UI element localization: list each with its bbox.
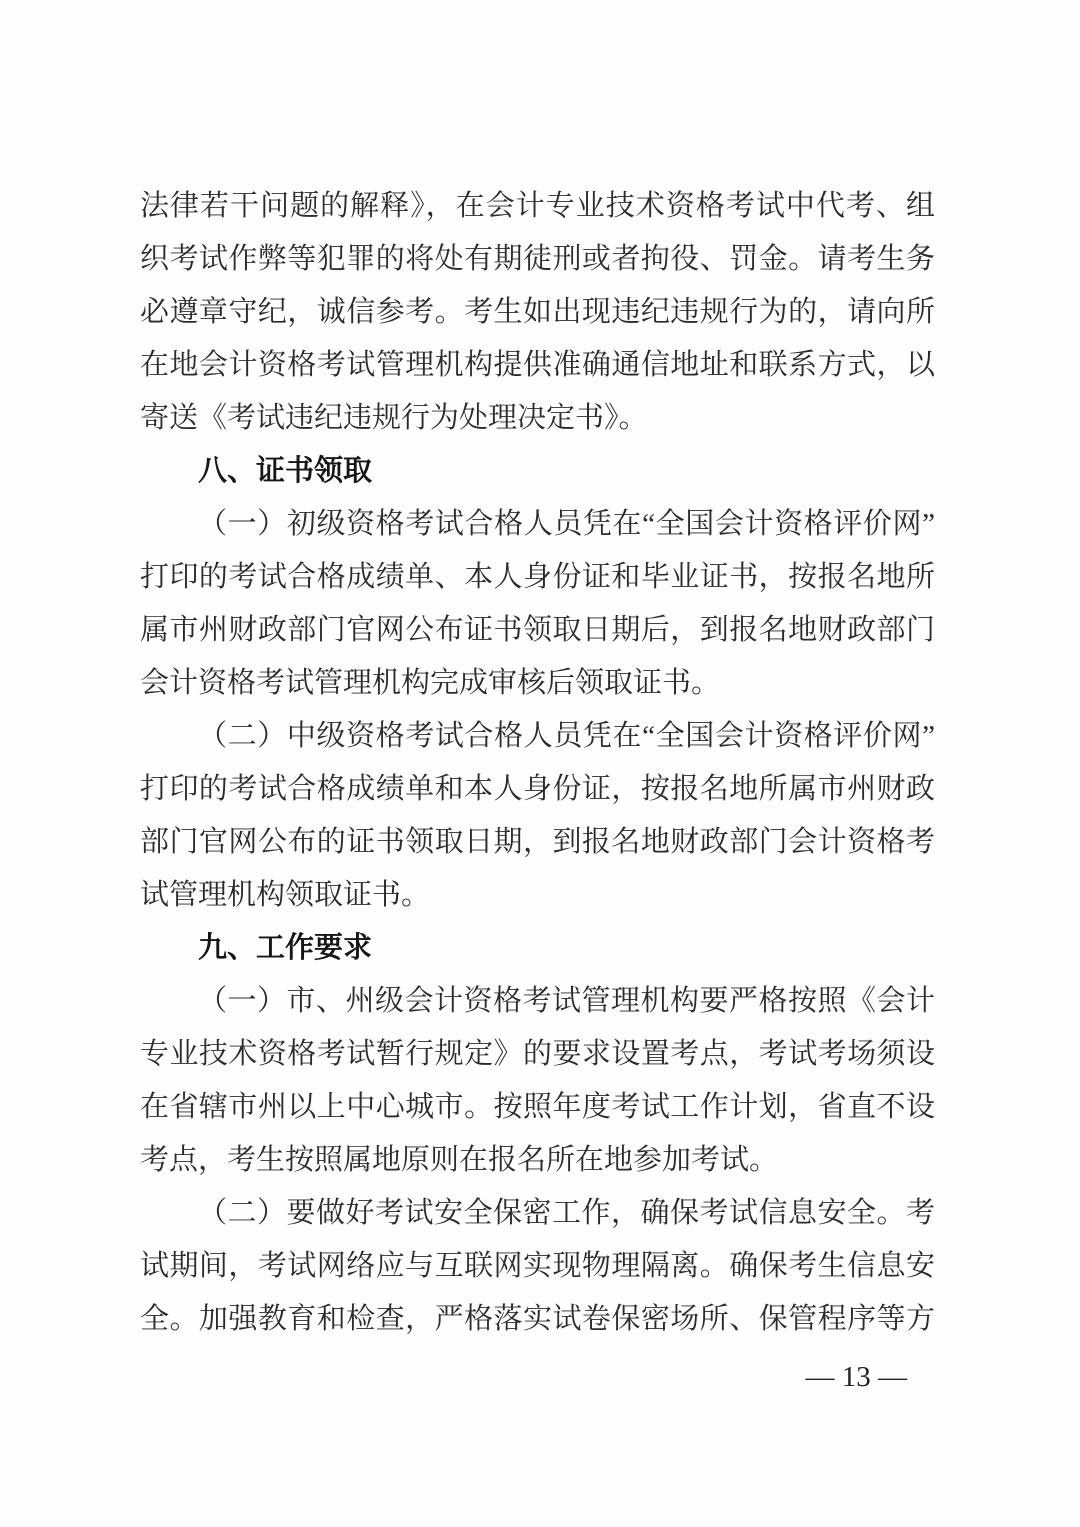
page-number: — 13 —	[805, 1361, 907, 1393]
body-line: 织考试作弊等犯罪的将处有期徒刑或者拘役、罚金。请考生务	[140, 243, 935, 275]
body-line: 专业技术资格考试暂行规定》的要求设置考点，考试考场须设	[140, 1038, 935, 1070]
body-line: 试期间，考试网络应与互联网实现物理隔离。确保考生信息安	[140, 1250, 935, 1282]
body-line: 在省辖市州以上中心城市。按照年度考试工作计划，省直不设	[140, 1091, 935, 1123]
body-line: （二）中级资格考试合格人员凭在“全国会计资格评价网”	[198, 720, 935, 752]
body-line: 在地会计资格考试管理机构提供准确通信地址和联系方式，以	[140, 349, 935, 381]
section-heading-certificate-collection: 八、证书领取	[198, 455, 373, 487]
body-line: 打印的考试合格成绩单、本人身份证和毕业证书，按报名地所	[140, 561, 935, 593]
body-line: （二）要做好考试安全保密工作，确保考试信息安全。考	[198, 1197, 935, 1229]
body-line: 必遵章守纪，诚信参考。考生如出现违纪违规行为的，请向所	[140, 296, 935, 328]
body-line: 考点，考生按照属地原则在报名所在地参加考试。	[140, 1144, 779, 1176]
body-line: （一）市、州级会计资格考试管理机构要严格按照《会计	[198, 985, 935, 1017]
body-line: 试管理机构领取证书。	[140, 879, 431, 911]
body-line: 法律若干问题的解释》，在会计专业技术资格考试中代考、组	[140, 190, 935, 222]
body-line: 打印的考试合格成绩单和本人身份证，按报名地所属市州财政	[140, 773, 935, 805]
body-line: 会计资格考试管理机构完成审核后领取证书。	[140, 667, 721, 699]
body-line: （一）初级资格考试合格人员凭在“全国会计资格评价网”	[198, 508, 935, 540]
body-line: 寄送《考试违纪违规行为处理决定书》。	[140, 402, 648, 434]
section-heading-work-requirements: 九、工作要求	[198, 932, 373, 964]
body-line: 部门官网公布的证书领取日期，到报名地财政部门会计资格考	[140, 826, 935, 858]
body-line: 全。加强教育和检查，严格落实试卷保密场所、保管程序等方	[140, 1303, 935, 1335]
body-line: 属市州财政部门官网公布证书领取日期后，到报名地财政部门	[140, 614, 935, 646]
document-body	[140, 180, 935, 1346]
